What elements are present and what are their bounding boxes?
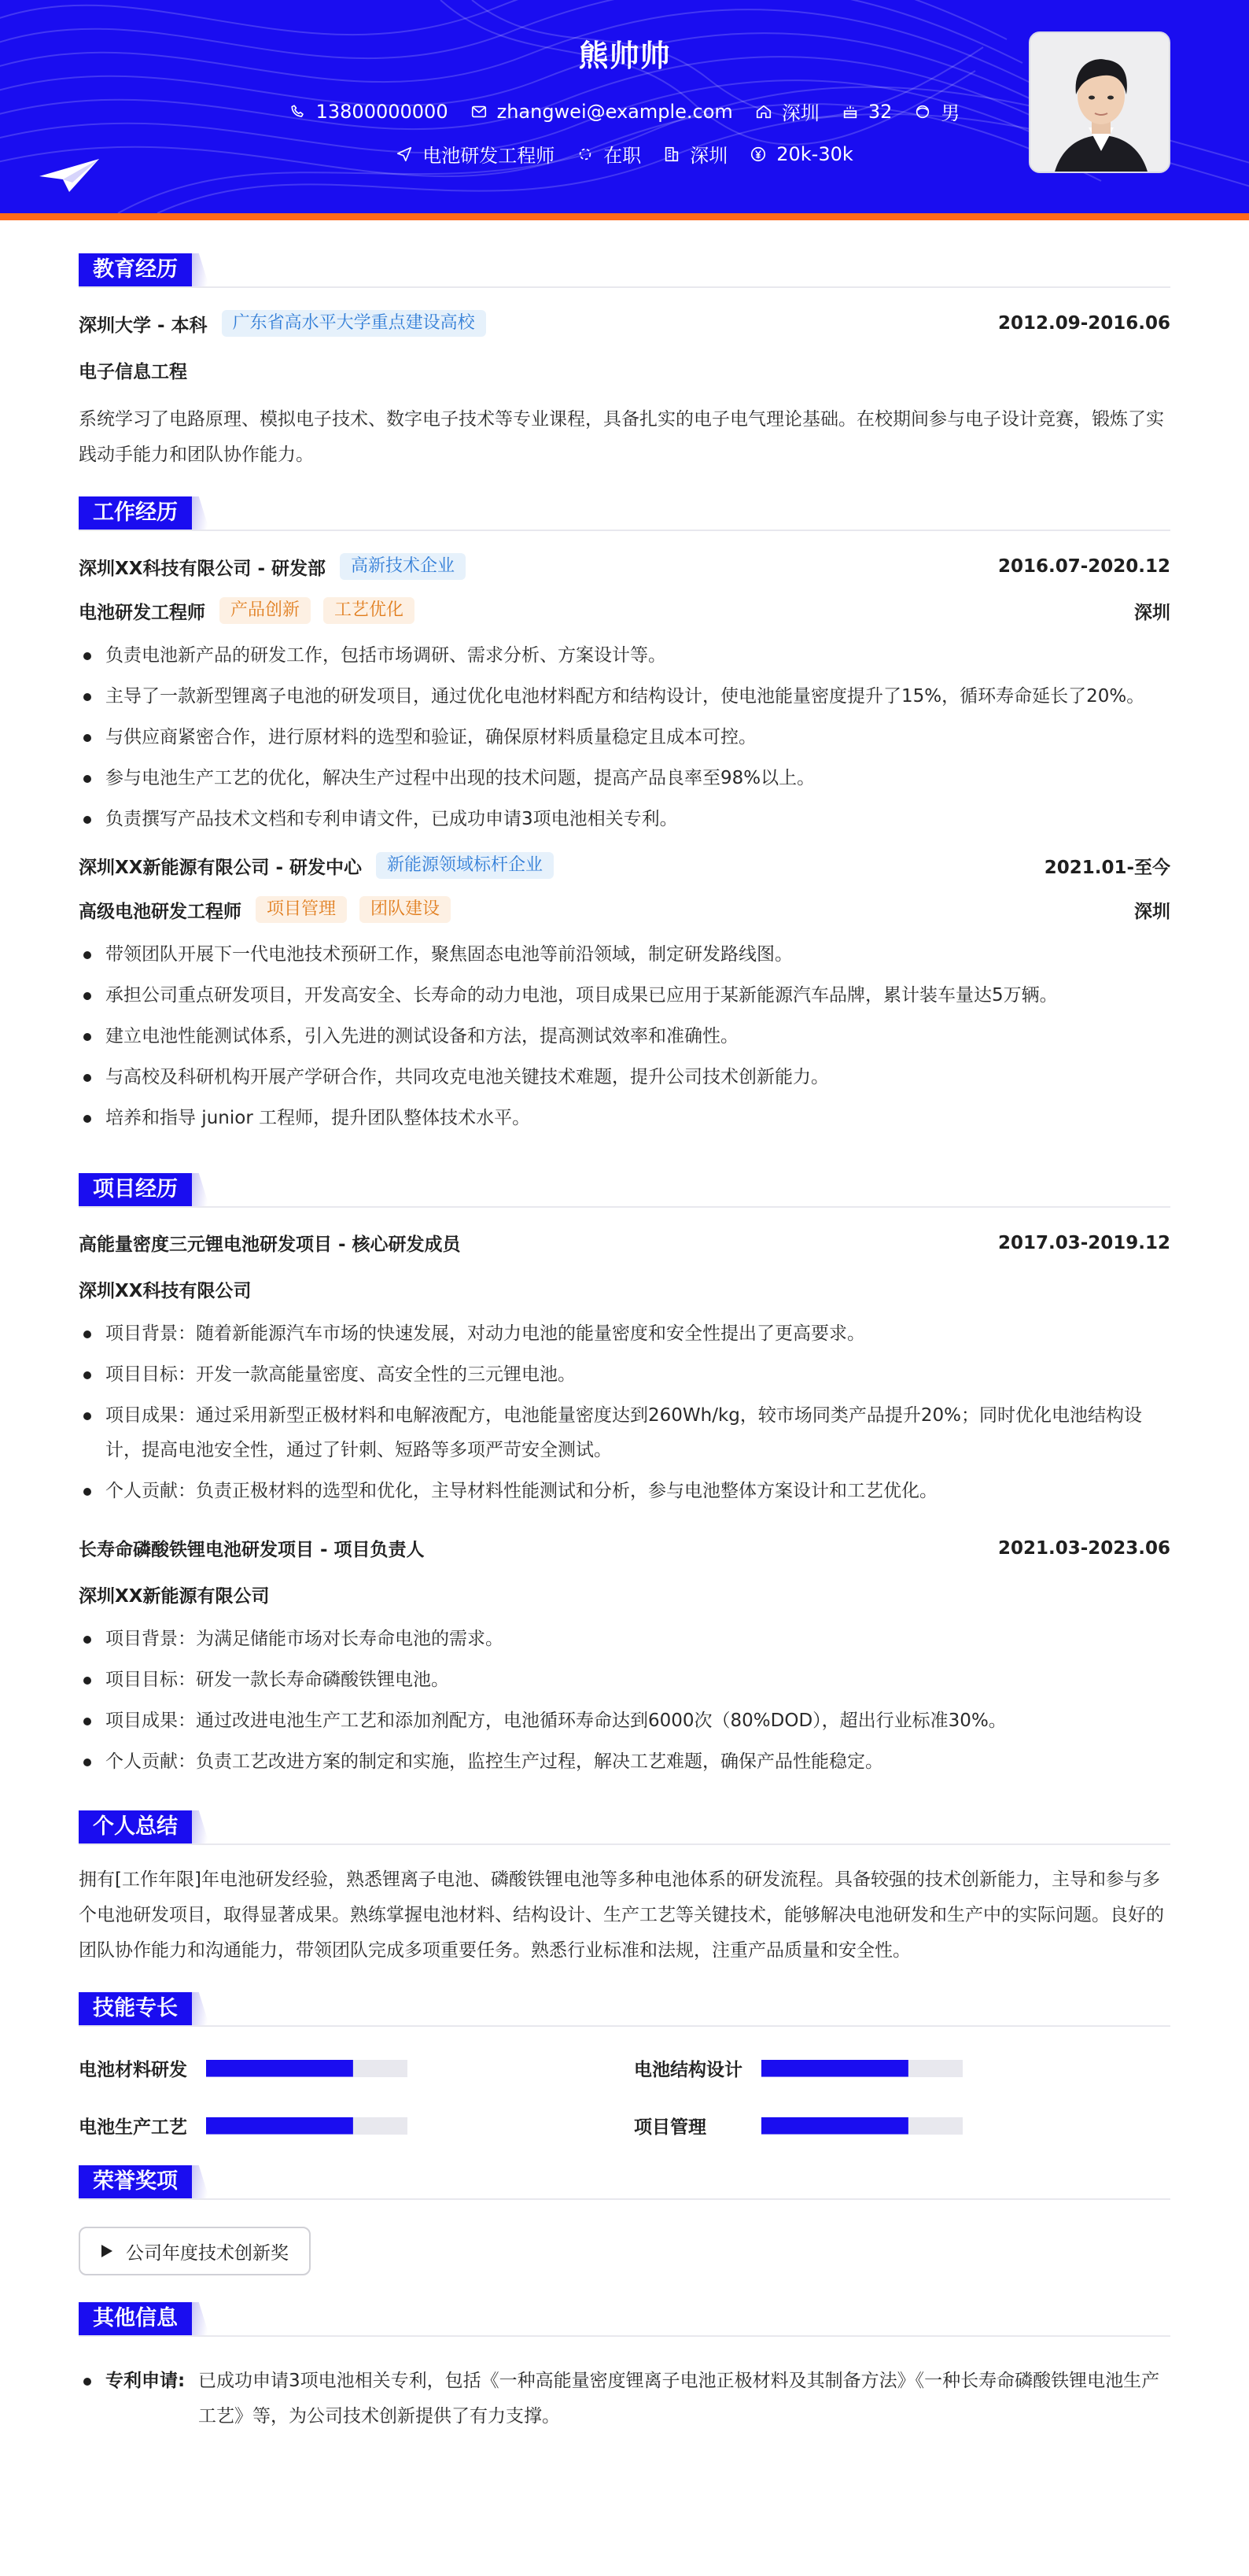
- list-item: 培养和指导 junior 工程师，提升团队整体技术水平。: [79, 1101, 1170, 1135]
- skill-name: 电池结构设计: [634, 2060, 742, 2080]
- resume-body: [79, 220, 1170, 2434]
- work-bullets: [79, 937, 1170, 1135]
- skill-item: [79, 2113, 634, 2139]
- section-title: 技能专长: [79, 1992, 192, 2025]
- list-item: 个人贡献：负责正极材料的选型和优化，主导材料性能测试和分析，参与电池整体方案设计和工艺优化。: [79, 1474, 1170, 1508]
- skill-name: 项目管理: [634, 2117, 706, 2138]
- project-title: 高能量密度三元锂电池研发项目 - 核心研发成员: [79, 1234, 461, 1255]
- project-company: 深圳XX科技有限公司: [79, 1281, 252, 1301]
- gender-item: [914, 98, 960, 125]
- project-date: 2021.03-2023.06: [997, 1537, 1170, 1559]
- project-bullets: [79, 1622, 1170, 1779]
- section-header: [79, 1992, 1170, 2027]
- skill-item: [634, 2113, 1170, 2139]
- section-title: 项目经历: [79, 1173, 192, 1206]
- role-tag: 项目管理: [256, 896, 347, 923]
- summary-section: [79, 1810, 1170, 1969]
- section-title: 教育经历: [79, 253, 192, 286]
- work-role-row: [79, 597, 1170, 624]
- section-title: 个人总结: [79, 1810, 192, 1843]
- work-company-row: [79, 553, 1170, 580]
- award-item: [79, 2227, 311, 2275]
- list-item: 承担公司重点研发项目，开发高安全、长寿命的动力电池，项目成果已应用于某新能源汽车品牌，累计装车量达5万辆。: [79, 978, 1170, 1013]
- candidate-name: 熊帅帅: [578, 39, 671, 73]
- work-entry: [79, 553, 1170, 836]
- header-accent-bar: [0, 213, 1249, 220]
- awards-section: [79, 2165, 1170, 2275]
- education-description: 系统学习了电路原理、模拟电子技术、数字电子技术等专业课程，具备扎实的电子电气理论基础。在校期间参与电子设计竞赛，锻炼了实践动手能力和团队协作能力。: [79, 409, 1164, 465]
- section-header: [79, 1810, 1170, 1845]
- work-bullets: [79, 638, 1170, 836]
- age-item: [842, 101, 893, 123]
- status-item: [577, 140, 641, 168]
- list-item: 参与电池生产工艺的优化，解决生产过程中出现的技术问题，提高产品良率至98%以上。: [79, 761, 1170, 795]
- other-label: 专利申请:: [105, 2371, 186, 2391]
- work-section: [79, 496, 1170, 1135]
- project-date: 2017.03-2019.12: [997, 1232, 1170, 1253]
- project-entry: [79, 1535, 1170, 1779]
- skills-section: [79, 1992, 1170, 2139]
- school-tag: 广东省高水平大学重点建设高校: [222, 310, 486, 337]
- company-tag: 高新技术企业: [340, 553, 466, 580]
- work-date: 2016.07-2020.12: [997, 556, 1170, 577]
- list-item: 负责撰写产品技术文档和专利申请文件，已成功申请3项电池相关专利。: [79, 802, 1170, 836]
- work-entry: [79, 852, 1170, 1135]
- skill-item: [79, 2055, 634, 2081]
- status-icon: [577, 146, 594, 163]
- send-icon: [396, 146, 413, 163]
- role-tag: 产品创新: [219, 597, 311, 624]
- job-title-text: 电池研发工程师: [422, 145, 555, 167]
- skill-bar: [761, 2060, 963, 2077]
- section-title: 工作经历: [79, 496, 192, 530]
- list-item: 项目目标：开发一款高能量密度、高安全性的三元锂电池。: [79, 1357, 1170, 1392]
- job-title-item: [396, 140, 554, 168]
- list-item: 建立电池性能测试体系，引入先进的测试设备和方法，提高测试效率和准确性。: [79, 1019, 1170, 1054]
- gender-icon: [914, 103, 931, 120]
- home-icon: [755, 103, 772, 120]
- skills-grid: [79, 2055, 1170, 2139]
- profile-photo: [1029, 31, 1170, 173]
- section-title: 荣誉奖项: [79, 2165, 192, 2198]
- work-city-item: [663, 140, 728, 168]
- role-tag: 团队建设: [359, 896, 451, 923]
- work-date: 2021.01-至今: [1044, 857, 1170, 878]
- skill-item: [634, 2055, 1170, 2081]
- projects-section: [79, 1173, 1170, 1779]
- role-tag: 工艺优化: [323, 597, 414, 624]
- skill-fill: [761, 2060, 908, 2077]
- phone-icon: [289, 103, 307, 120]
- project-entry: [79, 1230, 1170, 1508]
- education-row: [79, 310, 1170, 337]
- skill-bar: [761, 2117, 963, 2135]
- email-text: zhangwei@example.com: [496, 100, 733, 123]
- skill-fill: [206, 2117, 353, 2135]
- phone-item: [289, 101, 448, 123]
- gender-text: 男: [941, 102, 960, 124]
- list-item: 项目背景：随着新能源汽车市场的快速发展，对动力电池的能量密度和安全性提出了更高要求。: [79, 1316, 1170, 1351]
- section-header: [79, 253, 1170, 288]
- section-header: [79, 496, 1170, 531]
- bullet-dot: [79, 2364, 105, 2434]
- salary-text: 20k-30k: [776, 142, 853, 165]
- list-item: 与供应商紧密合作，进行原材料的选型和验证，确保原材料质量稳定且成本可控。: [79, 720, 1170, 755]
- project-title: 长寿命磷酸铁锂电池研发项目 - 项目负责人: [79, 1540, 425, 1560]
- list-item: 带领团队开展下一代电池技术预研工作，聚焦固态电池等前沿领域，制定研发路线图。: [79, 937, 1170, 972]
- skill-bar: [206, 2060, 407, 2077]
- section-header: [79, 1173, 1170, 1208]
- mail-icon: [470, 103, 488, 120]
- skill-fill: [206, 2060, 353, 2077]
- salary-item: [750, 143, 853, 165]
- list-item: 主导了一款新型锂离子电池的研发项目，通过优化电池材料配方和结构设计，使电池能量密度提升了15%，循环寿命延长了20%。: [79, 679, 1170, 714]
- skill-bar: [206, 2117, 407, 2135]
- role-title: 电池研发工程师: [79, 602, 205, 623]
- other-item: [79, 2364, 1170, 2434]
- city-item: [755, 98, 820, 125]
- phone-text: 13800000000: [315, 100, 448, 123]
- list-item: 与高校及科研机构开展产学研合作，共同攻克电池关键技术难题，提升公司技术创新能力。: [79, 1060, 1170, 1094]
- other-section: [79, 2302, 1170, 2434]
- education-date: 2012.09-2016.06: [997, 313, 1170, 334]
- school-name: 深圳大学 - 本科: [79, 315, 208, 336]
- major: 电子信息工程: [79, 362, 187, 382]
- work-location: 深圳: [1134, 602, 1170, 623]
- project-bullets: [79, 1316, 1170, 1508]
- avatar-illustration: [1030, 33, 1170, 173]
- email-item: [470, 101, 733, 123]
- company-name: 深圳XX科技有限公司 - 研发部: [79, 558, 326, 579]
- section-title: 其他信息: [79, 2302, 192, 2335]
- education-section: [79, 253, 1170, 473]
- paper-plane-icon: [38, 156, 101, 195]
- skill-fill: [761, 2117, 908, 2135]
- resume-header: [0, 0, 1249, 220]
- skill-name: 电池材料研发: [79, 2060, 187, 2080]
- section-header: [79, 2165, 1170, 2200]
- project-company: 深圳XX新能源有限公司: [79, 1586, 270, 1607]
- list-item: 个人贡献：负责工艺改进方案的制定和实施，监控生产过程，解决工艺难题，确保产品性能稳定。: [79, 1744, 1170, 1779]
- skill-name: 电池生产工艺: [79, 2117, 187, 2138]
- list-item: 项目成果：通过采用新型正极材料和电解液配方，电池能量密度达到260Wh/kg，较市场同类产品提升20%；同时优化电池结构设计，提高电池安全性，通过了针刺、短路等多项严苛安全测试。: [79, 1398, 1170, 1467]
- work-location: 深圳: [1134, 901, 1170, 922]
- age-text: 32: [868, 100, 893, 123]
- yen-icon: [750, 146, 767, 163]
- section-header: [79, 2302, 1170, 2337]
- cake-icon: [842, 103, 859, 120]
- list-item: 项目背景：为满足储能市场对长寿命电池的需求。: [79, 1622, 1170, 1656]
- role-title: 高级电池研发工程师: [79, 901, 241, 922]
- company-name: 深圳XX新能源有限公司 - 研发中心: [79, 857, 363, 878]
- company-tag: 新能源领域标杆企业: [376, 852, 554, 879]
- status-text: 在职: [603, 145, 642, 167]
- other-text: 已成功申请3项电池相关专利，包括《一种高能量密度锂离子电池正极材料及其制备方法》《一种长寿命磷酸铁锂电池生产工艺》等，为公司技术创新提供了有力支撑。: [198, 2371, 1160, 2427]
- project-title-row: [79, 1230, 1170, 1256]
- work-company-row: [79, 852, 1170, 879]
- list-item: 负责电池新产品的研发工作，包括市场调研、需求分析、方案设计等。: [79, 638, 1170, 673]
- list-item: 项目成果：通过改进电池生产工艺和添加剂配方，电池循环寿命达到6000次（80%DOD），超出行业标准30%。: [79, 1703, 1170, 1738]
- play-icon: [101, 2244, 113, 2258]
- work-role-row: [79, 896, 1170, 923]
- building-icon: [663, 146, 680, 163]
- summary-text: 拥有[工作年限]年电池研发经验，熟悉锂离子电池、磷酸铁锂电池等多种电池体系的研发流程。具备较强的技术创新能力，主导和参与多个电池研发项目，取得显著成果。熟练掌握电池材料、结构设计、生产工艺等关键技术，能够解决电池研发和生产中的实际问题。良好的团队协作能力和沟通能力，带领团队完成多项重要任务。熟悉行业标准和法规，注重产品质量和安全性。: [79, 1869, 1164, 1961]
- work-city-text: 深圳: [690, 145, 728, 167]
- list-item: 项目目标：研发一款长寿命磷酸铁锂电池。: [79, 1663, 1170, 1697]
- city-text: 深圳: [781, 102, 820, 124]
- project-title-row: [79, 1535, 1170, 1561]
- award-name: 公司年度技术创新奖: [126, 2242, 289, 2264]
